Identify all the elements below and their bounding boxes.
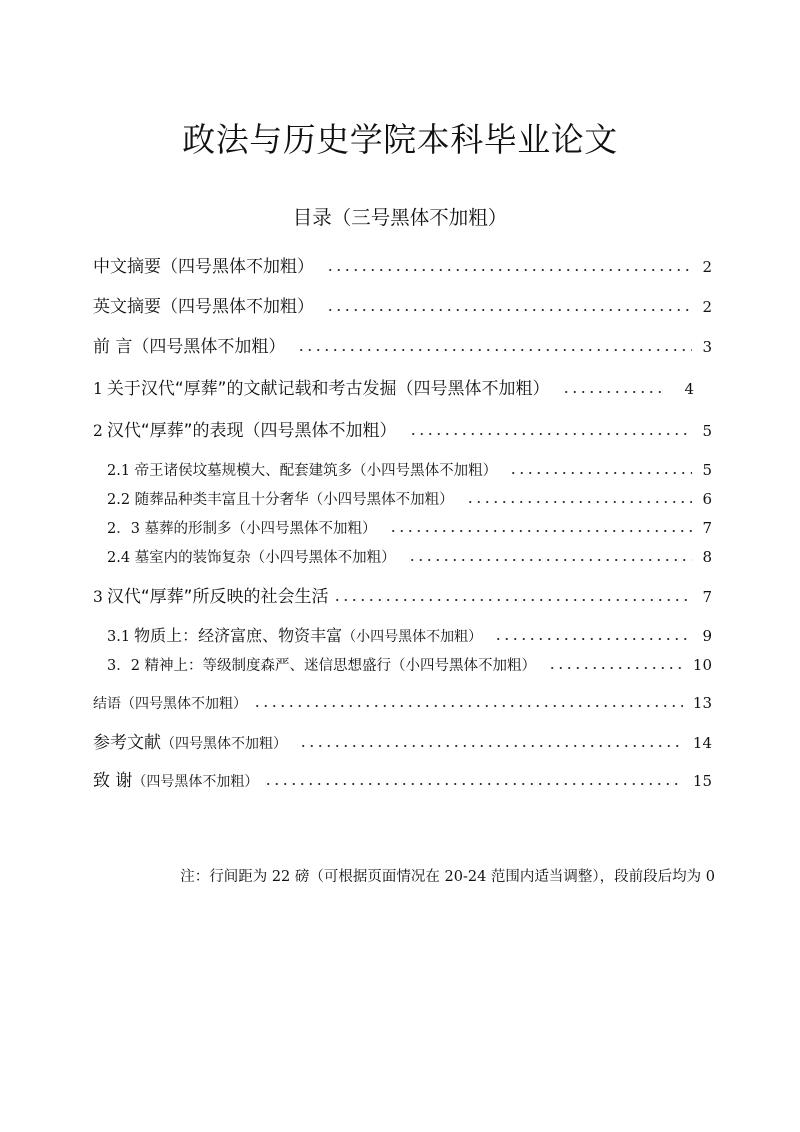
toc-entry-page-number: 13 bbox=[692, 694, 712, 712]
dot-leader bbox=[389, 528, 693, 533]
toc-entry-format-hint: （四号黑体不加粗） bbox=[161, 736, 287, 752]
dot-leader bbox=[299, 743, 683, 748]
toc-entry-title: 参考文献 bbox=[93, 733, 161, 753]
toc-entry-title: 英文摘要（四号黑体不加粗） bbox=[93, 297, 314, 317]
toc-entry-chinese-abstract bbox=[93, 255, 712, 279]
toc-entry-acknowledgements bbox=[93, 769, 712, 793]
toc-entry-page-number: 5 bbox=[702, 461, 712, 479]
toc-entry-title: 2.2 随葬品种类丰富且十分奢华（小四号黑体不加粗） bbox=[107, 492, 454, 508]
dot-leader bbox=[333, 597, 693, 602]
dot-leader bbox=[509, 470, 692, 475]
toc-entry-page-number: 9 bbox=[702, 627, 712, 645]
dot-leader bbox=[253, 703, 683, 708]
toc-entry-title: 2．3 墓葬的形制多（小四号黑体不加粗） bbox=[107, 521, 377, 537]
toc-entry-chapter-3 bbox=[93, 585, 712, 609]
toc-entry-number: 1 bbox=[93, 380, 103, 398]
toc-entry-page-number: 15 bbox=[692, 772, 712, 790]
toc-entry-section-3-2 bbox=[107, 653, 712, 677]
toc-entry-page-number: 7 bbox=[702, 588, 712, 606]
toc-entry-format-hint: （四号黑体不加粗） bbox=[132, 774, 259, 790]
toc-entry-page-number: 10 bbox=[692, 656, 712, 674]
toc-entry-references bbox=[93, 731, 712, 755]
toc-entry-title: 汉代“厚葬”的表现（四号黑体不加粗） bbox=[106, 421, 397, 441]
toc-entry-title: 2.4 墓室内的装饰复杂（小四号黑体不加粗） bbox=[107, 550, 396, 566]
toc-entry-title: 致 谢 bbox=[93, 771, 133, 791]
toc-entry-number: 3.1 bbox=[107, 629, 131, 645]
toc-entry-title: 结语（四号黑体不加粗） bbox=[93, 696, 247, 712]
dot-leader bbox=[326, 267, 692, 272]
toc-entry-title: 中文摘要（四号黑体不加粗） bbox=[93, 257, 314, 277]
toc-entry-page-number: 3 bbox=[702, 338, 712, 356]
toc-entry-conclusion bbox=[93, 691, 712, 715]
dot-leader bbox=[264, 781, 683, 786]
toc-entry-number: 3 bbox=[93, 588, 103, 606]
document-title: 政法与历史学院本科毕业论文 bbox=[182, 120, 618, 159]
toc-entry-section-2-3 bbox=[107, 516, 712, 540]
toc-entry-page-number: 6 bbox=[702, 490, 712, 508]
toc-entry-page-number: 7 bbox=[702, 519, 712, 537]
toc-entry-page-number: 2 bbox=[702, 298, 712, 316]
toc-entry-english-abstract bbox=[93, 295, 712, 319]
toc-entry-title: 物质上：经济富庶、物资丰富 bbox=[134, 626, 343, 645]
toc-entry-number: 2 bbox=[93, 422, 103, 440]
toc-heading: 目录（三号黑体不加粗） bbox=[292, 206, 508, 229]
toc-entry-section-2-2 bbox=[107, 487, 712, 511]
toc-entry-page-number: 5 bbox=[702, 422, 712, 440]
toc-entry-page-number: 2 bbox=[702, 258, 712, 276]
toc-entry-title: 关于汉代“厚葬”的文献记载和考古发掘（四号黑体不加粗） bbox=[106, 379, 550, 399]
dot-leader bbox=[408, 557, 693, 562]
dot-leader bbox=[297, 347, 692, 352]
toc-entry-section-3-1 bbox=[107, 624, 712, 648]
toc-entry-title: 前 言（四号黑体不加粗） bbox=[93, 337, 286, 357]
toc-entry-chapter-2 bbox=[93, 419, 712, 443]
toc-entry-page-number: 14 bbox=[692, 734, 712, 752]
dot-leader bbox=[548, 665, 683, 670]
dot-leader bbox=[326, 307, 692, 312]
toc-entry-section-2-4 bbox=[107, 545, 712, 569]
toc-entry-page-number: 4 bbox=[684, 380, 694, 398]
dot-leader bbox=[409, 431, 693, 436]
formatting-note: 注：行间距为 22 磅（可根据页面情况在 20-24 范围内适当调整），段前段后均为 0 bbox=[180, 869, 715, 885]
dot-leader bbox=[562, 389, 667, 394]
toc-entry-preface bbox=[93, 335, 712, 359]
toc-entry-format-hint: （小四号黑体不加粗） bbox=[342, 629, 483, 645]
dot-leader bbox=[466, 499, 693, 504]
toc-entry-section-2-1 bbox=[107, 458, 712, 482]
toc-entry-page-number: 8 bbox=[702, 548, 712, 566]
toc-entry-title: 2.1 帝王诸侯坟墓规模大、配套建筑多（小四号黑体不加粗） bbox=[107, 463, 498, 479]
toc-entry-chapter-1 bbox=[93, 377, 712, 401]
dot-leader bbox=[494, 636, 692, 641]
toc-entry-title: 汉代“厚葬”所反映的社会生活 bbox=[106, 587, 329, 607]
toc-entry-title: 3．2 精神上：等级制度森严、迷信思想盛行（小四号黑体不加粗） bbox=[107, 658, 537, 674]
